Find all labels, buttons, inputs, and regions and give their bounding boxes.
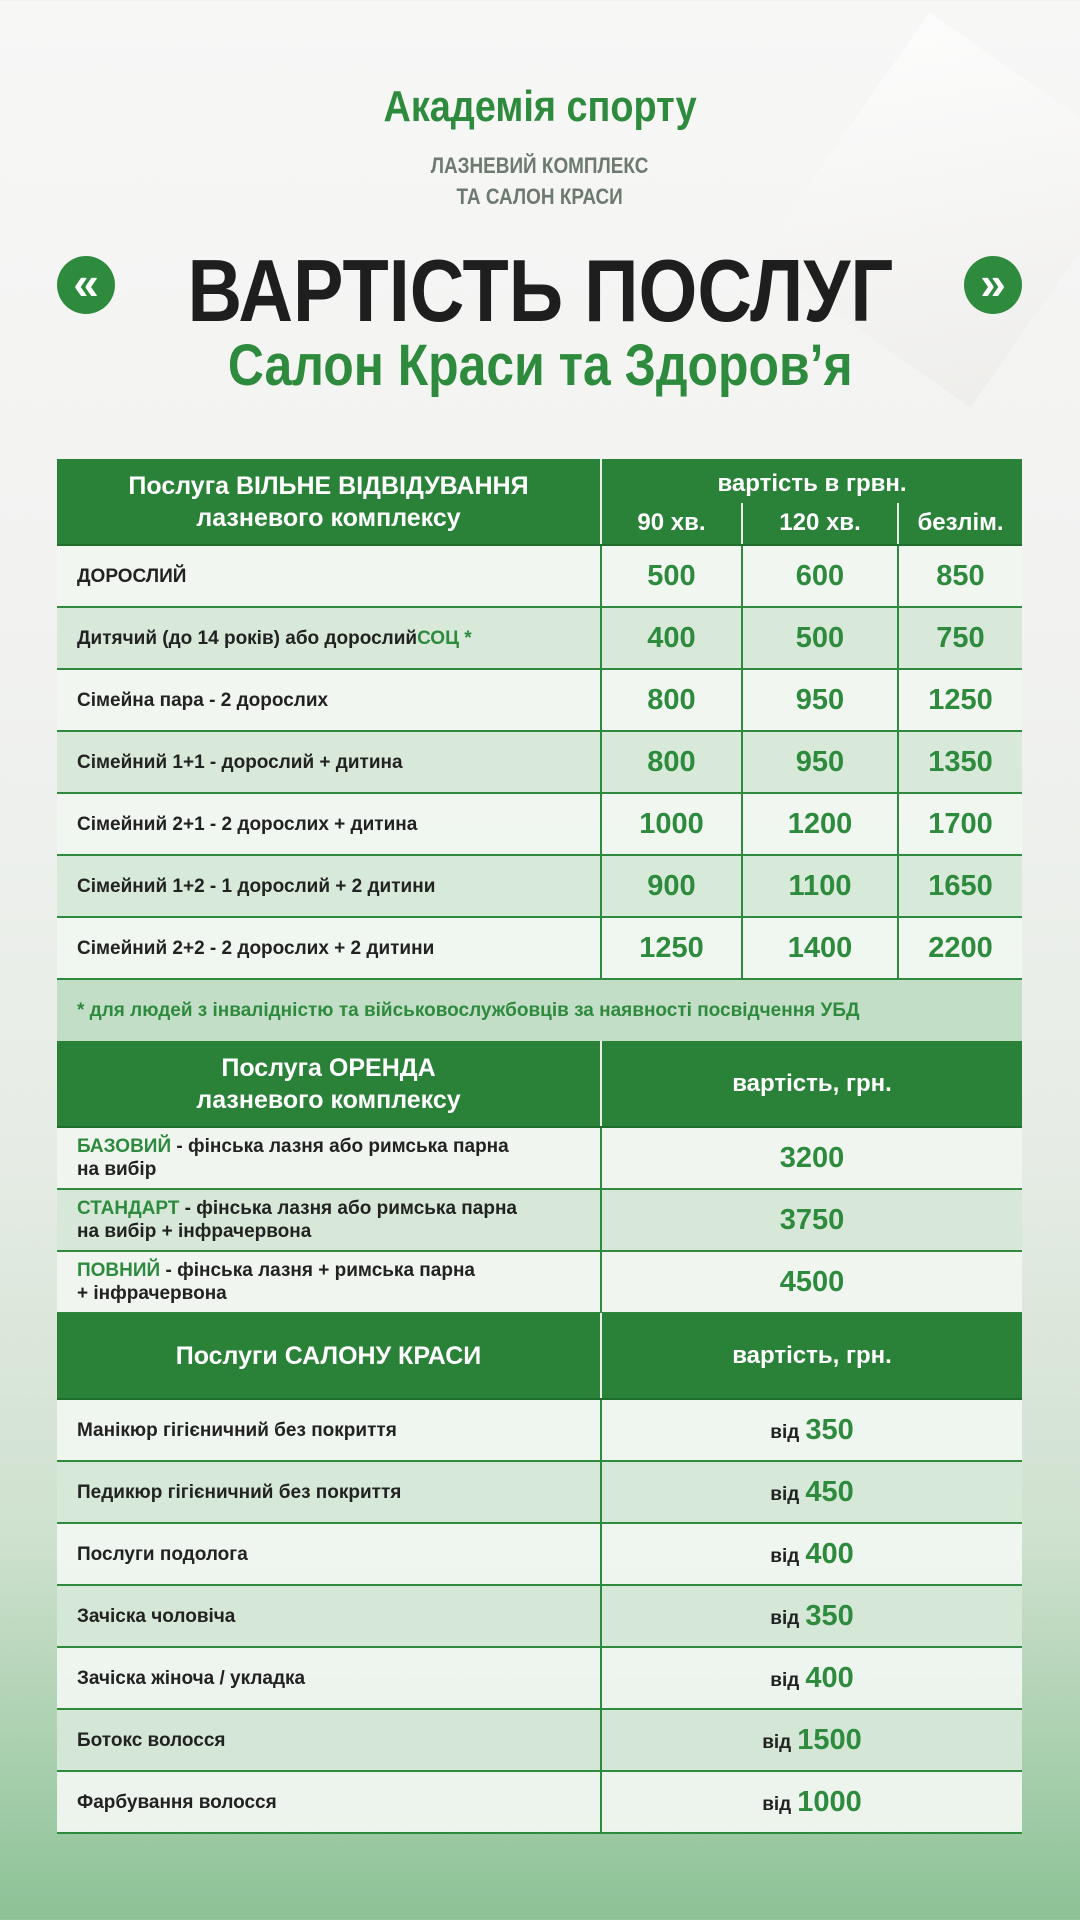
service-label: Сімейний 2+2 - 2 дорослих + 2 дитини (77, 937, 435, 959)
service-line-1 (77, 1135, 600, 1158)
table-row (57, 1524, 1022, 1586)
price-cell: 600 (743, 546, 899, 606)
service-name (57, 794, 602, 854)
service-name (57, 918, 602, 978)
service-name (57, 1252, 602, 1312)
service-name (57, 856, 602, 916)
price-cell: 800 (602, 732, 743, 792)
service-name (57, 670, 602, 730)
price-cell: 750 (936, 621, 985, 654)
price-cell (602, 1772, 1022, 1832)
table-row (57, 608, 1022, 670)
service-name: Фарбування волосся (57, 1772, 602, 1832)
price-cell: 1200 (743, 794, 899, 854)
table-row (57, 1586, 1022, 1648)
service-name: Ботокс волосся (57, 1710, 602, 1770)
service-label: Сімейний 1+2 - 1 дорослий + 2 дитини (77, 875, 436, 897)
from-label: від (770, 1546, 800, 1567)
table-row (57, 1128, 1022, 1190)
price-cell: 1400 (743, 918, 899, 978)
table-row (57, 1462, 1022, 1524)
header-service-label: Послуги САЛОНУ КРАСИ (57, 1313, 602, 1398)
service-highlight: СОЦ * (417, 627, 472, 649)
price-cell: 900 (602, 856, 743, 916)
service-name (57, 1128, 602, 1188)
price-cell: 2200 (928, 931, 993, 964)
price-value: 400 (805, 1661, 854, 1694)
price-cell: 1000 (602, 794, 743, 854)
from-label: від (770, 1670, 800, 1691)
from-label: від (770, 1484, 800, 1505)
brand-subtitle: ЛАЗНЕВИЙ КОМПЛЕКС ТА САЛОН КРАСИ (431, 153, 649, 209)
price-value: 400 (805, 1537, 854, 1570)
col-unlimited: безлім. (917, 509, 1004, 536)
table-row (57, 1400, 1022, 1462)
price-cell: 800 (602, 670, 743, 730)
price-cell: 4500 (779, 1265, 845, 1298)
price-cell (602, 1524, 1022, 1584)
price-value: 350 (805, 1599, 854, 1632)
from-label: від (770, 1608, 800, 1629)
table-row (57, 1190, 1022, 1252)
table-row (57, 918, 1022, 980)
price-cell: 500 (602, 546, 743, 606)
service-label: ДОРОСЛИЙ (77, 565, 187, 587)
service-line-1 (77, 1197, 600, 1220)
service-name: Манікюр гігієничний без покриття (57, 1400, 602, 1460)
service-name: Послуги подолога (57, 1524, 602, 1584)
salon-header (57, 1313, 1022, 1400)
table-row (57, 1648, 1022, 1710)
price-cell: 3750 (779, 1203, 845, 1236)
table-row (57, 1772, 1022, 1834)
price-cell (602, 1648, 1022, 1708)
price-value: 450 (805, 1475, 854, 1508)
price-cell: 1700 (928, 807, 993, 840)
table-row (57, 732, 1022, 794)
service-label: Сімейний 1+1 - дорослий + дитина (77, 751, 403, 773)
page-title: ВАРТІСТЬ ПОСЛУГ (187, 241, 893, 340)
price-cell: 1350 (928, 745, 993, 778)
service-name (57, 546, 602, 606)
service-line-2: + інфрачервона (77, 1283, 227, 1304)
header-service-label-2: лазневого комплексу (196, 1085, 461, 1114)
price-cell: 950 (743, 732, 899, 792)
tier-label: БАЗОВИЙ (77, 1136, 172, 1157)
free-visit-header (57, 459, 1022, 546)
service-label: Дитячий (до 14 років) або дорослий (77, 627, 418, 649)
col-90: 90 хв. (602, 503, 743, 544)
tier-description: - фінська лазня або римська парна (179, 1198, 517, 1219)
col-120: 120 хв. (743, 503, 899, 544)
service-label: Сімейний 2+1 - 2 дорослих + дитина (77, 813, 418, 835)
price-cell (602, 1710, 1022, 1770)
table-row (57, 546, 1022, 608)
price-value: 350 (805, 1413, 854, 1446)
price-cell: 950 (743, 670, 899, 730)
service-name (57, 732, 602, 792)
free-visit-table (57, 459, 1022, 1041)
salon-table (57, 1313, 1022, 1834)
service-line-2: на вибір (77, 1159, 157, 1180)
header-service-label: Послуга ОРЕНДА (221, 1053, 436, 1082)
price-cell: 850 (936, 559, 985, 592)
service-line-1 (77, 1259, 600, 1282)
price-cell (602, 1586, 1022, 1646)
from-label: від (762, 1732, 792, 1753)
price-cell: 1250 (602, 918, 743, 978)
price-cell (602, 1400, 1022, 1460)
chevrons-right-icon: » (964, 256, 1022, 314)
rent-header (57, 1041, 1022, 1128)
price-cell: 1250 (928, 683, 993, 716)
header-service-label-2: лазневого комплексу (196, 503, 461, 532)
tier-label: СТАНДАРТ (77, 1198, 180, 1219)
price-cell: 1650 (928, 869, 993, 902)
tier-description: - фінська лазня або римська парна (171, 1136, 509, 1157)
price-cell: 1100 (743, 856, 899, 916)
footnote: * для людей з інвалідністю та військовослужбовців за наявності посвідчення УБД (57, 980, 1022, 1041)
tier-description: - фінська лазня + римська парна (160, 1260, 475, 1281)
header-price-label: вартість, грн. (732, 1069, 892, 1097)
tier-label: ПОВНИЙ (77, 1260, 161, 1281)
price-cell: 400 (602, 608, 743, 668)
page-subtitle: Салон Краси та Здоров’я (227, 333, 853, 398)
price-cell: 3200 (779, 1141, 845, 1174)
rent-table (57, 1041, 1022, 1314)
price-cell: 500 (743, 608, 899, 668)
price-value: 1500 (797, 1723, 862, 1756)
table-row (57, 856, 1022, 918)
table-row (57, 670, 1022, 732)
service-name: Педикюр гігієничний без покриття (57, 1462, 602, 1522)
price-value: 1000 (797, 1785, 862, 1818)
service-line-2: на вибір + інфрачервона (77, 1221, 312, 1242)
table-row (57, 1710, 1022, 1772)
service-label: Сімейна пара - 2 дорослих (77, 689, 329, 711)
chevrons-left-icon: « (57, 256, 115, 314)
from-label: від (762, 1794, 792, 1815)
service-name: Зачіска чоловіча (57, 1586, 602, 1646)
table-row (57, 1252, 1022, 1314)
price-cell (602, 1462, 1022, 1522)
header-price-label: вартість, грн. (732, 1341, 892, 1369)
table-row (57, 794, 1022, 856)
service-name (57, 608, 602, 668)
service-name: Зачіска жіноча / укладка (57, 1648, 602, 1708)
brand-name: Академія спорту (383, 82, 697, 131)
header-service-label: Послуга ВІЛЬНЕ ВІДВІДУВАННЯ (128, 471, 529, 500)
header-price-label: вартість в грвн. (717, 470, 907, 497)
from-label: від (770, 1422, 800, 1443)
service-name (57, 1190, 602, 1250)
